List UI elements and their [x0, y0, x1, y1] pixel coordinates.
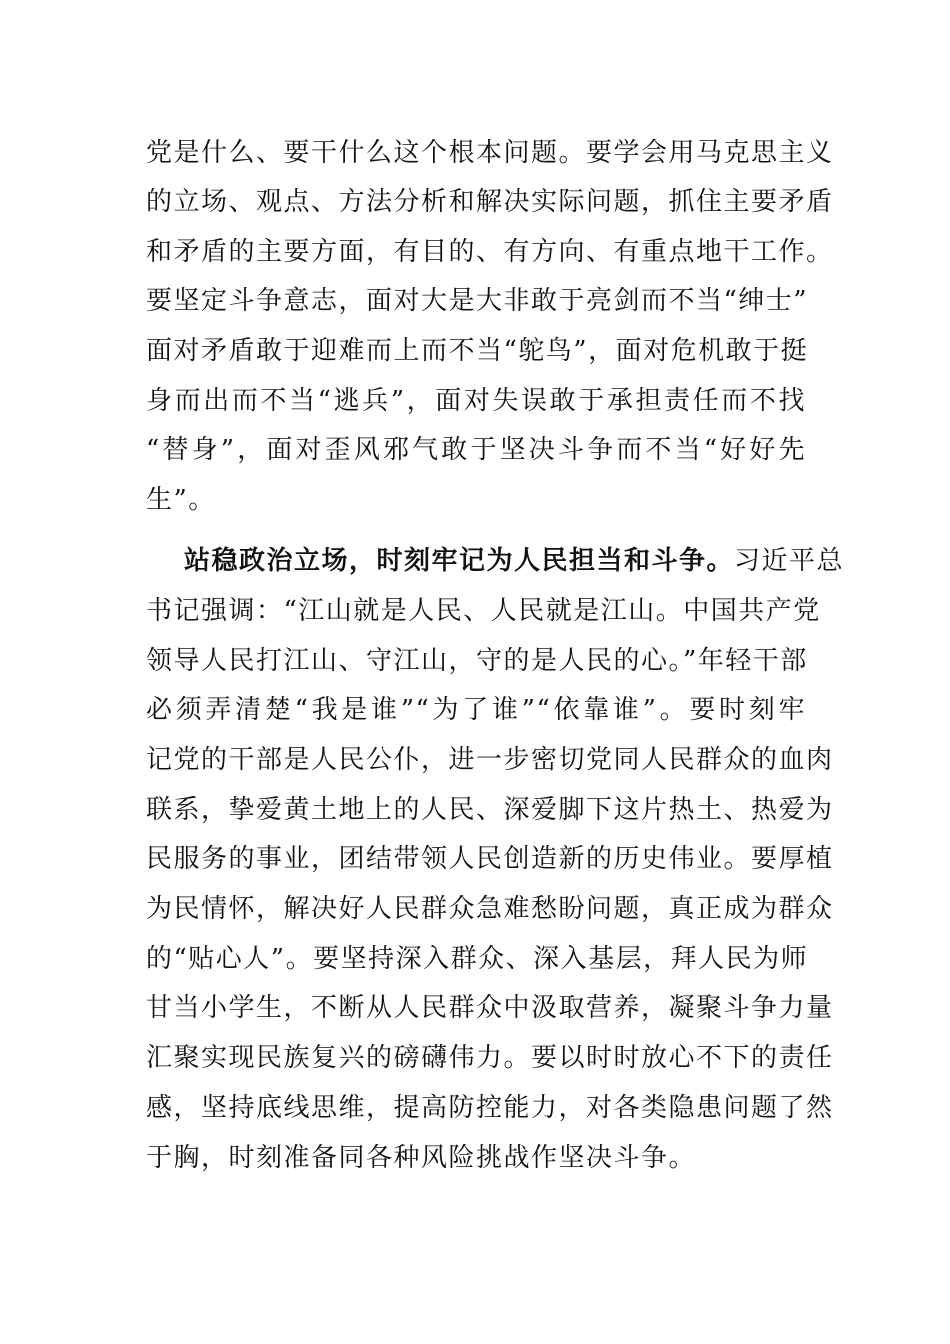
paragraph2-line-5: 记党的干部是人民公仆，进一步密切党同人民群众的血肉	[146, 745, 834, 775]
paragraph1-line-7: “替身”，面对歪风邪气敢于坚决斗争而不当“好好先	[146, 435, 806, 465]
paragraph2-line-3: 领导人民打江山、守江山，守的是人民的心。”年轻干部	[146, 646, 808, 676]
paragraph2-line-11: 汇聚实现民族复兴的磅礴伟力。要以时时放心不下的责任	[146, 1043, 834, 1073]
paragraph2-line-9: 的“贴心人”。要坚持深入群众、深入基层，拜人民为师	[146, 944, 809, 974]
paragraph2-line-13: 于胸，时刻准备同各种风险挑战作坚决斗争。	[146, 1143, 697, 1173]
paragraph2-line-2: 书记强调：“江山就是人民、人民就是江山。中国共产党	[146, 596, 821, 626]
paragraph2-heading-rest: 习近平总	[734, 546, 845, 576]
paragraph2-line-8: 为民情怀，解决好人民群众急难愁盼问题，真正成为群众	[146, 894, 834, 924]
paragraph2-line-12: 感，坚持底线思维，提高防控能力，对各类隐患问题了然	[146, 1093, 834, 1123]
paragraph1-line-8: 生”。	[146, 485, 216, 515]
paragraph2-line-7: 民服务的事业，团结带领人民创造新的历史伟业。要厚植	[146, 844, 834, 874]
paragraph1-line-1: 党是什么、要干什么这个根本问题。要学会用马克思主义	[146, 138, 834, 168]
paragraph2-line-6: 联系，挚爱黄土地上的人民、深爱脚下这片热土、热爱为	[146, 795, 834, 825]
paragraph2-line-10: 甘当小学生，不断从人民群众中汲取营养，凝聚斗争力量	[146, 993, 834, 1023]
paragraph1-line-4: 要坚定斗争意志，面对大是大非敢于亮剑而不当“绅士”	[146, 286, 809, 316]
paragraph1-line-6: 身而出而不当“逃兵”，面对失误敢于承担责任而不找	[146, 386, 806, 416]
paragraph1-line-2: 的立场、观点、方法分析和解决实际问题，抓住主要矛盾	[146, 187, 834, 217]
paragraph2-heading: 站稳政治立场，时刻牢记为人民担当和斗争。	[184, 546, 735, 576]
paragraph2-line-1	[184, 541, 845, 581]
paragraph1-line-5: 面对矛盾敢于迎难而上而不当“鸵鸟”，面对危机敢于挺	[146, 336, 809, 366]
paragraph1-line-3: 和矛盾的主要方面，有目的、有方向、有重点地干工作。	[146, 237, 834, 267]
paragraph2-line-4: 必须弄清楚“我是谁”“为了谁”“依靠谁”。要时刻牢	[146, 695, 806, 725]
